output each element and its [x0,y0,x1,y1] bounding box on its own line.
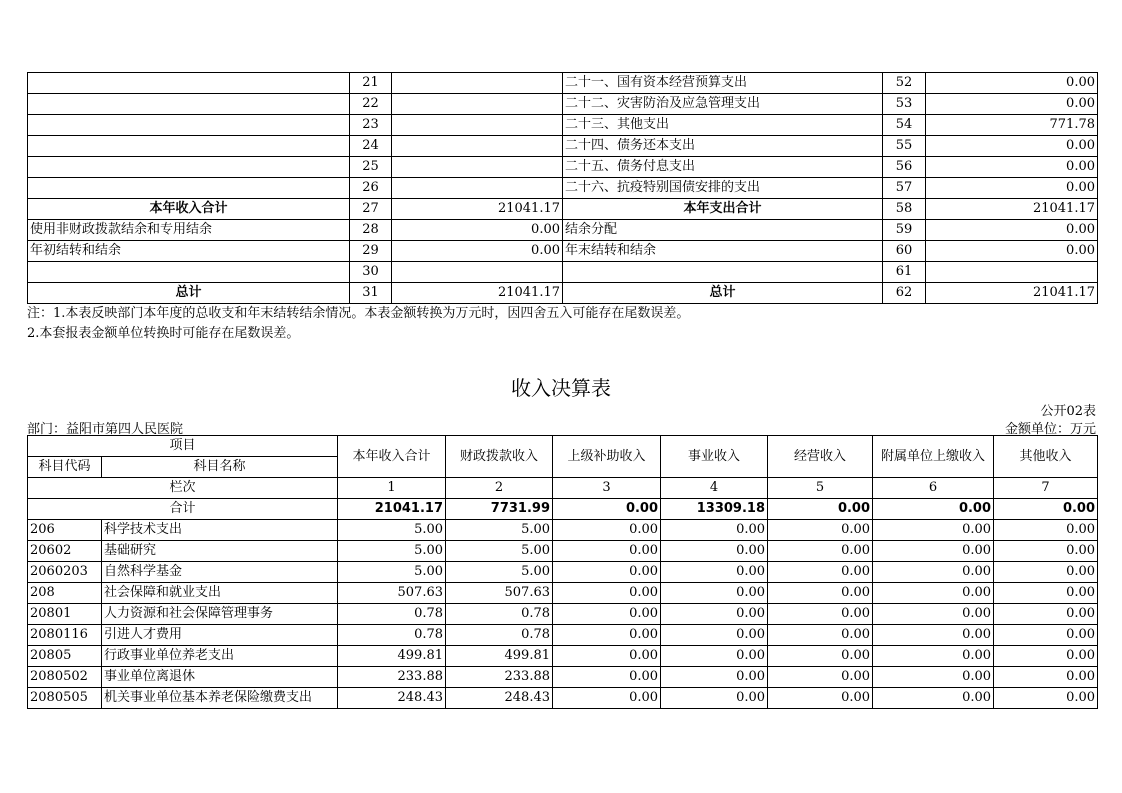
right-row-number: 58 [883,199,926,220]
right-row-number: 62 [883,283,926,304]
subject-name: 自然科学基金 [102,562,338,583]
value-col-1: 248.43 [338,688,446,709]
value-col-4: 0.00 [661,583,768,604]
value-col-5: 0.00 [768,688,873,709]
value-col-3: 0.00 [553,646,661,667]
left-item [28,178,350,199]
value-col-6: 0.00 [873,541,994,562]
value-col-5: 0.00 [768,646,873,667]
value-col-3: 0.00 [553,604,661,625]
right-item: 二十二、灾害防治及应急管理支出 [563,94,883,115]
value-col-3: 0.00 [553,541,661,562]
value-col-6: 0.00 [873,562,994,583]
left-amount [392,262,563,283]
value-col-3: 0.00 [553,667,661,688]
subject-name: 引进人才费用 [102,625,338,646]
value-col-4: 0.00 [661,604,768,625]
left-item [28,136,350,157]
summary-row [28,283,1098,304]
value-col-4: 0.00 [661,541,768,562]
value-col-2: 233.88 [446,667,553,688]
note-line-2: 2.本套报表金额单位转换时可能存在尾数误差。 [27,326,300,341]
value-col-4: 0.00 [661,646,768,667]
right-amount: 21041.17 [926,199,1098,220]
value-col-5: 0.00 [768,541,873,562]
right-row-number: 54 [883,115,926,136]
table-row [28,541,1098,562]
right-item [563,262,883,283]
header-item: 项目 [28,436,338,457]
value-col-5: 0.00 [768,625,873,646]
subject-code: 206 [28,520,102,541]
left-row-number: 28 [350,220,392,241]
subject-name: 人力资源和社会保障管理事务 [102,604,338,625]
note-line-1: 注：1.本表反映部门本年度的总收支和年末结转结余情况。本表金额转换为万元时，因四舍五入可能存在尾数误差。 [27,306,690,321]
value-col-3: 0.00 [553,583,661,604]
value-col-6: 0.00 [873,646,994,667]
income-table-body [28,520,1098,709]
right-amount: 21041.17 [926,283,1098,304]
left-amount: 21041.17 [392,199,563,220]
total-row-label: 合计 [28,499,338,520]
subject-name: 基础研究 [102,541,338,562]
value-col-7: 0.00 [994,646,1098,667]
value-col-3: 0.00 [553,688,661,709]
subject-code: 2060203 [28,562,102,583]
header-col-2: 财政拨款收入 [446,436,553,478]
subject-code: 2080505 [28,688,102,709]
subject-code: 20602 [28,541,102,562]
left-amount [392,178,563,199]
value-col-6: 0.00 [873,583,994,604]
right-amount: 0.00 [926,136,1098,157]
left-amount [392,157,563,178]
left-row-number: 30 [350,262,392,283]
value-col-2: 5.00 [446,520,553,541]
header-subject-name: 科目名称 [102,457,338,478]
subject-code: 208 [28,583,102,604]
subject-code: 20805 [28,646,102,667]
summary-table [27,72,1098,304]
value-col-7: 0.00 [994,688,1098,709]
value-col-2: 5.00 [446,541,553,562]
total-value-3: 0.00 [553,499,661,520]
value-col-2: 499.81 [446,646,553,667]
left-row-number: 21 [350,73,392,94]
table-row [28,667,1098,688]
table-row [28,688,1098,709]
summary-row [28,199,1098,220]
value-col-2: 507.63 [446,583,553,604]
right-row-number: 52 [883,73,926,94]
left-item [28,94,350,115]
value-col-4: 0.00 [661,688,768,709]
subject-name: 事业单位离退休 [102,667,338,688]
table-row [28,625,1098,646]
left-item: 使用非财政拨款结余和专用结余 [28,220,350,241]
value-col-7: 0.00 [994,667,1098,688]
subject-name: 科学技术支出 [102,520,338,541]
right-item: 二十四、债务还本支出 [563,136,883,157]
summary-row [28,241,1098,262]
subject-name: 行政事业单位养老支出 [102,646,338,667]
value-col-6: 0.00 [873,625,994,646]
table-row [28,520,1098,541]
summary-row [28,262,1098,283]
summary-row [28,220,1098,241]
department-label: 部门：益阳市第四人民医院 [27,422,184,437]
value-col-7: 0.00 [994,520,1098,541]
total-value-2: 7731.99 [446,499,553,520]
col-number-2: 2 [446,478,553,499]
left-item [28,115,350,136]
value-col-7: 0.00 [994,541,1098,562]
value-col-1: 5.00 [338,520,446,541]
subject-code: 20801 [28,604,102,625]
subject-code: 2080116 [28,625,102,646]
col-number-7: 7 [994,478,1098,499]
subject-code: 2080502 [28,667,102,688]
right-item: 本年支出合计 [563,199,883,220]
right-amount: 771.78 [926,115,1098,136]
value-col-6: 0.00 [873,667,994,688]
value-col-4: 0.00 [661,625,768,646]
value-col-1: 507.63 [338,583,446,604]
right-amount: 0.00 [926,241,1098,262]
right-amount: 0.00 [926,178,1098,199]
value-col-7: 0.00 [994,583,1098,604]
value-col-6: 0.00 [873,520,994,541]
left-item: 年初结转和结余 [28,241,350,262]
left-amount: 0.00 [392,220,563,241]
summary-table-body [28,73,1098,304]
summary-row [28,178,1098,199]
value-col-5: 0.00 [768,562,873,583]
right-amount [926,262,1098,283]
col-number-3: 3 [553,478,661,499]
left-row-number: 26 [350,178,392,199]
value-col-4: 0.00 [661,562,768,583]
summary-row [28,115,1098,136]
value-col-2: 248.43 [446,688,553,709]
left-amount [392,115,563,136]
value-col-3: 0.00 [553,520,661,541]
table-row [28,583,1098,604]
value-col-2: 0.78 [446,604,553,625]
value-col-4: 0.00 [661,667,768,688]
left-row-number: 22 [350,94,392,115]
table-code: 公开02表 [1040,404,1096,419]
header-col-3: 上级补助收入 [553,436,661,478]
left-item: 总计 [28,283,350,304]
value-col-5: 0.00 [768,520,873,541]
subject-name: 机关事业单位基本养老保险缴费支出 [102,688,338,709]
right-row-number: 59 [883,220,926,241]
value-col-5: 0.00 [768,667,873,688]
summary-row [28,73,1098,94]
value-col-5: 0.00 [768,604,873,625]
header-col-4: 事业收入 [661,436,768,478]
right-amount: 0.00 [926,220,1098,241]
right-item: 二十五、债务付息支出 [563,157,883,178]
left-amount [392,73,563,94]
right-item: 二十三、其他支出 [563,115,883,136]
left-item [28,157,350,178]
value-col-4: 0.00 [661,520,768,541]
right-amount: 0.00 [926,73,1098,94]
value-col-6: 0.00 [873,688,994,709]
value-col-1: 5.00 [338,562,446,583]
left-row-number: 31 [350,283,392,304]
right-item: 二十一、国有资本经营预算支出 [563,73,883,94]
income-table-title: 收入决算表 [511,376,611,400]
right-item: 年末结转和结余 [563,241,883,262]
header-col-5: 经营收入 [768,436,873,478]
value-col-2: 5.00 [446,562,553,583]
right-row-number: 55 [883,136,926,157]
right-item: 结余分配 [563,220,883,241]
left-row-number: 25 [350,157,392,178]
value-col-1: 5.00 [338,541,446,562]
value-col-6: 0.00 [873,604,994,625]
right-item: 二十六、抗疫特别国债安排的支出 [563,178,883,199]
col-number-4: 4 [661,478,768,499]
left-amount [392,136,563,157]
left-amount [392,94,563,115]
right-item: 总计 [563,283,883,304]
header-row-label: 栏次 [28,478,338,499]
total-value-7: 0.00 [994,499,1098,520]
left-row-number: 23 [350,115,392,136]
table-row [28,646,1098,667]
total-value-4: 13309.18 [661,499,768,520]
summary-row [28,136,1098,157]
col-number-1: 1 [338,478,446,499]
left-row-number: 24 [350,136,392,157]
left-amount: 21041.17 [392,283,563,304]
value-col-3: 0.00 [553,562,661,583]
table-row [28,562,1098,583]
left-item [28,73,350,94]
col-number-5: 5 [768,478,873,499]
income-table [27,435,1098,709]
right-row-number: 61 [883,262,926,283]
right-row-number: 53 [883,94,926,115]
right-amount: 0.00 [926,157,1098,178]
header-col-6: 附属单位上缴收入 [873,436,994,478]
right-row-number: 57 [883,178,926,199]
header-col-1: 本年收入合计 [338,436,446,478]
value-col-2: 0.78 [446,625,553,646]
subject-name: 社会保障和就业支出 [102,583,338,604]
left-row-number: 29 [350,241,392,262]
right-row-number: 60 [883,241,926,262]
left-item [28,262,350,283]
value-col-3: 0.00 [553,625,661,646]
left-item: 本年收入合计 [28,199,350,220]
left-row-number: 27 [350,199,392,220]
value-col-5: 0.00 [768,583,873,604]
value-col-7: 0.00 [994,604,1098,625]
value-col-1: 0.78 [338,625,446,646]
value-col-1: 233.88 [338,667,446,688]
unit-label: 金额单位：万元 [1004,422,1096,437]
header-col-7: 其他收入 [994,436,1098,478]
summary-row [28,157,1098,178]
value-col-7: 0.00 [994,625,1098,646]
table-row [28,604,1098,625]
header-subject-code: 科目代码 [28,457,102,478]
value-col-1: 0.78 [338,604,446,625]
right-row-number: 56 [883,157,926,178]
left-amount: 0.00 [392,241,563,262]
total-value-6: 0.00 [873,499,994,520]
value-col-7: 0.00 [994,562,1098,583]
right-amount: 0.00 [926,94,1098,115]
value-col-1: 499.81 [338,646,446,667]
col-number-6: 6 [873,478,994,499]
summary-row [28,94,1098,115]
total-value-1: 21041.17 [338,499,446,520]
total-value-5: 0.00 [768,499,873,520]
